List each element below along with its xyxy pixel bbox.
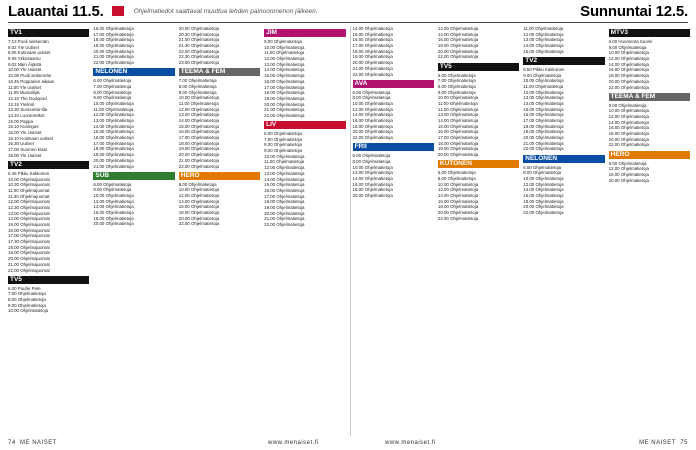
programme-entry: 18.00 Ohjelmatietoja <box>608 131 649 137</box>
programme-entry: 10.00 Yle Uutiset <box>8 67 42 73</box>
programme-entry: 18.00 Ohjelmatietoja <box>178 140 220 146</box>
programme-entry: 21.00 Ohjelmatietoja <box>93 163 134 169</box>
left-header <box>8 0 348 22</box>
programme-entry: 14.00 Ohjelmatietoja <box>523 43 564 49</box>
header-divider <box>8 22 688 23</box>
programme-entry: 15.00 Ohjelmatietoja <box>264 182 305 188</box>
programme-entry: 7.00 Ohjelmatietoja <box>178 78 217 84</box>
programme-entry: 11.00 Ohjelmatietoja <box>523 26 564 31</box>
programme-entry: 20.00 Ohjelmatietoja <box>264 101 305 107</box>
programme-entry: 6.50 Pikku Kakkonen <box>523 66 565 72</box>
programme-entry: 18.00 Ohjelmatietoja <box>264 199 305 205</box>
programme-entry: 20.00 Ohjelmatietoja <box>352 193 393 198</box>
programme-entry: 11.05 Muotoilijat <box>8 90 40 96</box>
listing-columns <box>8 26 690 436</box>
programme-entry: 13.00 Ohjelmajuomat <box>8 210 50 216</box>
programme-entry: 18.00 Ohjelmatietoja <box>352 48 393 54</box>
programme-entry: 6.00 Ohjelmatietoja <box>93 78 132 84</box>
programme-entry: 18.00 Ohjelmatietoja <box>523 198 564 204</box>
programme-entry: 17.00 Ohjelmatietoja <box>437 135 479 141</box>
programme-entry: 19.00 Ohjelmatietoja <box>93 152 134 158</box>
programme-entry: 16.00 Ohjelmatietoja <box>608 125 649 131</box>
programme-entry: 8.00 Ohjelmatietoja <box>352 95 391 101</box>
channel-header: TV1 <box>8 29 89 37</box>
channel-header: HERO <box>179 172 260 180</box>
programme-entry: 18.00 Ohjelmatietoja <box>352 123 393 129</box>
programme-entry: 12.00 Ohjelmatietoja <box>264 165 305 171</box>
programme-entry: 12.00 Ohjelmatietoja <box>523 31 564 37</box>
programme-entry: 8.00 Ohjelmatietoja <box>437 175 476 181</box>
programme-entry: 10.05 Puoli seitsemän <box>8 73 52 79</box>
programme-entry: 21.00 Ohjelmatietoja <box>352 65 393 71</box>
listing-column <box>8 26 89 436</box>
programme-entry: 6.00 Ohjelmatietoja <box>93 181 132 187</box>
programme-entry: 13.00 Ohjelmatietoja <box>178 112 220 118</box>
programme-entry: 9.00 Ohjelmatietoja <box>93 95 132 101</box>
programme-entry: 10.00 Ohjelmatietoja <box>352 164 393 170</box>
programme-entry: 9.02 Näin Äijästä <box>8 61 42 67</box>
programme-entry: 20.00 Ohjelmatietoja <box>352 60 393 66</box>
programme-entry: 10.00 Ohjelmatietoja <box>523 78 564 84</box>
programme-entry: 11.00 Ohjelmatietoja <box>264 159 305 165</box>
programme-entry: 16.00 Ohjelmatietoja <box>437 198 479 204</box>
programme-entry: 18.00 Ohjelmatietoja <box>264 90 305 96</box>
programme-entry: 8.00 Ohjelmatietoja <box>608 102 647 108</box>
channel-header: JIM <box>264 29 345 37</box>
left-page-number: 74 <box>8 440 16 446</box>
channel-header: SUB <box>93 172 174 180</box>
programme-entry: 21.00 Ohjelmatietoja <box>264 107 305 113</box>
programme-entry: 9.00 Ohjelmatietoja <box>523 72 562 78</box>
programme-entry: 10.00 Ohjelmatietoja <box>437 95 479 101</box>
programme-entry: 6.00 Ohjelmatietoja <box>352 153 391 159</box>
programme-entry: 22.00 Ohjelmatietoja <box>608 142 649 148</box>
programme-entry: 14.00 Ohjelmatietoja <box>264 67 305 73</box>
programme-entry: 12.00 Ohjelmatietoja <box>608 56 649 62</box>
programme-entry: 22.00 Ohjelmatietoja <box>437 215 479 221</box>
right-header <box>352 0 688 22</box>
programme-entry: 22.00 Ohjelmatietoja <box>352 135 393 141</box>
programme-entry: 16.00 Ohjelmatietoja <box>437 129 479 135</box>
programme-entry: 10.00 Ohjelmatietoja <box>8 308 49 314</box>
programme-entry: 8.00 Ohjelmatietoja <box>178 83 217 89</box>
programme-entry: 17.00 Ohjelmatietoja <box>93 31 134 37</box>
right-day-title: Sunnuntai 12.5. <box>580 2 688 20</box>
programme-entry: 11.00 Ohjelmatietoja <box>437 100 478 106</box>
programme-entry: 21.00 Ohjelmatietoja <box>523 140 564 146</box>
programme-entry: 20.00 Ohjelmatietoja <box>178 26 220 31</box>
listing-column <box>438 26 519 436</box>
programme-entry: 17.00 Ohjelmatietoja <box>93 140 134 146</box>
channel-header: HERO <box>609 151 690 159</box>
programme-entry: 22.00 Ohjelmatietoja <box>608 84 649 90</box>
programme-entry: 8.00 Ohjelmatietoja <box>93 89 132 95</box>
programme-entry: 11.00 Ohjelmajuomat <box>8 187 50 193</box>
programme-entry: 22.30 Ohjelmatietoja <box>178 54 220 60</box>
programme-entry: 18.00 Ohjelmajuomat <box>8 244 50 250</box>
disclaimer-text: Ohjelmatiedot saattavat muuttua lehden painoonmenon jälkeen. <box>133 7 318 15</box>
channel-header: FRII <box>353 143 434 151</box>
channel-header: MTV3 <box>609 29 690 37</box>
programme-entry: 14.00 Ohjelmatietoja <box>93 204 134 210</box>
programme-entry: 19.00 Ohjelmatietoja <box>264 95 305 101</box>
programme-entry: 22.00 Ohjelmatietoja <box>523 210 564 216</box>
programme-entry: 6.00 Huomenta Suomi <box>608 39 653 44</box>
programme-entry: 20.00 Ohjelmatietoja <box>608 78 649 84</box>
channel-header: TV5 <box>438 63 519 71</box>
programme-entry: 16.00 Ohjelmatietoja <box>352 181 393 187</box>
programme-entry: 8.00 Ohjelmatietoja <box>608 160 647 166</box>
programme-entry: 10.30 Ohjelmajuomat <box>8 182 50 188</box>
programme-entry: 14.00 Ohjelmatietoja <box>523 100 564 106</box>
programme-entry: 21.00 Ohjelmatietoja <box>93 54 134 60</box>
programme-entry: 20.00 Ohjelmatietoja <box>437 210 479 216</box>
programme-entry: 19.00 Ohjelmatietoja <box>178 146 220 152</box>
programme-entry: 21.00 Ohjelmatietoja <box>178 157 220 163</box>
programme-entry: 23.00 Ohjelmatietoja <box>178 60 220 66</box>
programme-entry: 17.00 Ohjelmajuomat <box>8 233 50 239</box>
programme-entry: 8.00 Ohjelmatietoja <box>264 142 302 148</box>
programme-entry: 14.00 Ohjelmatietoja <box>264 176 305 182</box>
programme-entry: 19.00 Ohjelmajuomat <box>8 250 50 256</box>
programme-entry: 19.00 Ohjelmatietoja <box>437 146 479 152</box>
programme-entry: 22.00 Ohjelmatietoja <box>437 54 479 60</box>
programme-entry: 7.00 Ohjelmatietoja <box>93 83 132 89</box>
programme-entry: 11.00 Ohjelmatietoja <box>93 106 134 112</box>
listing-column <box>523 26 604 436</box>
programme-entry: 6.00 Puuhe Pete <box>8 285 41 291</box>
programme-entry: 7.00 Ohjelmatietoja <box>264 136 302 142</box>
channel-header: TEEMA & FEM <box>609 93 690 101</box>
programme-entry: 13.00 Ohjelmatietoja <box>264 61 305 67</box>
channel-header: AVA <box>353 80 434 88</box>
programme-entry: 10.00 Ohjelmatietoja <box>93 100 134 106</box>
programme-entry: 18.00 Ohjelmatietoja <box>608 73 649 79</box>
programme-entry: 14.00 Ohjelmatietoja <box>93 123 134 129</box>
programme-entry: 14.00 Ohjelmatietoja <box>178 118 220 124</box>
programme-entry: 18.00 Ohjelmatietoja <box>93 37 134 43</box>
programme-entry: 20.00 Ohjelmatietoja <box>93 221 134 227</box>
programme-entry: 12.00 Ohjelmatietoja <box>523 181 564 187</box>
programme-entry: 10.00 Ohjelmatietoja <box>264 153 305 159</box>
programme-entry: 8.00 Ohjelmatietoja <box>352 158 391 164</box>
programme-entry: 12.00 Ohjelmatietoja <box>178 106 220 112</box>
programme-entry: 19.00 Ohjelmatietoja <box>93 43 134 49</box>
channel-header: NELONEN <box>93 68 174 76</box>
programme-entry: 12.30 Sunnuntai-Ilta <box>8 107 48 113</box>
programme-entry: 20.00 Ohjelmajuomat <box>8 256 50 262</box>
programme-entry: 16.00 Ohjelmatietoja <box>178 129 220 135</box>
programme-entry: 6.00 Ohjelmatietoja <box>523 164 562 170</box>
programme-entry: 10.00 Ohjelmatietoja <box>178 187 220 193</box>
programme-entry: 16.00 Ohjelmatietoja <box>523 112 564 118</box>
programme-entry: 16.30 Uutiset <box>8 141 34 147</box>
programme-entry: 12.00 Ohjelmatietoja <box>608 113 649 119</box>
programme-entry: 17.00 Ohjelmatietoja <box>523 118 564 124</box>
programme-entry: 12.00 Ohjelmatietoja <box>93 112 134 118</box>
programme-entry: 8.00 Ohjelmatietoja <box>93 187 132 193</box>
programme-entry: 10.00 Ohjelmatietoja <box>264 44 305 50</box>
programme-entry: 20.00 Ohjelmatietoja <box>608 177 649 183</box>
channel-header: LIV <box>264 121 345 129</box>
programme-entry: 20.00 Ohjelmatietoja <box>523 204 564 210</box>
channel-header: TV5 <box>8 276 89 284</box>
programme-entry: 22.00 Ohjelmatietoja <box>352 71 393 77</box>
programme-entry: 12.00 Ohjelmatietoja <box>352 170 393 176</box>
programme-entry: 11.00 Ohjelmatietoja <box>178 100 219 106</box>
programme-entry: 18.00 Ohjelmatietoja <box>352 187 393 193</box>
programme-entry: 14.00 Ohjelmatietoja <box>437 31 479 37</box>
programme-entry: 22.00 Ohjelmatietoja <box>178 48 220 54</box>
programme-entry: 17.00 Ohjelmatietoja <box>264 84 305 90</box>
programme-entry: 15.00 Ohjelmatietoja <box>178 123 220 129</box>
channel-header: NELONEN <box>523 155 604 163</box>
programme-entry: 8.05 Kotimaan uutiset <box>8 50 51 56</box>
programme-entry: 20.00 Ohjelmatietoja <box>178 215 220 221</box>
programme-entry: 20.00 Ohjelmatietoja <box>264 210 305 216</box>
programme-entry: 12.00 Ohjelmatietoja <box>437 26 479 31</box>
programme-entry: 15.00 Pappa <box>8 118 33 124</box>
programme-entry: 8.00 Ohjelmatietoja <box>178 181 217 187</box>
programme-entry: 12.00 Ohjelmatietoja <box>523 89 564 95</box>
programme-entry: 22.00 Ohjelmatietoja <box>178 163 220 169</box>
programme-entry: 21.00 Ohjelmajuomat <box>8 261 50 267</box>
programme-entry: 8.00 Ohjelmatietoja <box>8 297 46 302</box>
programme-entry: 22.00 Ohjelmajuomat <box>8 267 50 273</box>
programme-entry: 12.00 Ohjelmatietoja <box>264 56 305 62</box>
programme-entry: 16.00 Ohjelmatietoja <box>93 26 134 31</box>
programme-entry: 19.00 Ohjelmatietoja <box>352 54 393 60</box>
programme-entry: 18.00 Ohjelmatietoja <box>178 210 220 216</box>
programme-entry: 14.00 Ohjelmatietoja <box>352 112 393 118</box>
programme-entry: 9.00 Ohjelmatietoja <box>178 89 217 95</box>
programme-entry: 13.00 Ohjelmatietoja <box>93 118 134 124</box>
programme-entry: 8.00 Ohjelmatietoja <box>608 44 647 50</box>
programme-entry: 20.00 Ohjelmatietoja <box>608 136 649 142</box>
programme-entry: 11.30 Ohjelmajuomat <box>8 193 50 199</box>
programme-entry: 21.00 Ohjelmatietoja <box>264 216 305 222</box>
programme-entry: 15.00 Ohjelmatietoja <box>523 106 564 112</box>
programme-entry: 10.45 Popparien aikaan <box>8 78 55 84</box>
programme-entry: 18.00 Ohjelmatietoja <box>437 140 479 146</box>
programme-entry: 10.00 Ohjelmatietoja <box>93 193 134 198</box>
programme-entry: 16.00 Ohjelmajuomat <box>8 227 50 233</box>
programme-entry: 16.00 Ohjelmatietoja <box>608 171 649 177</box>
listing-column <box>264 26 345 436</box>
programme-entry: 16.00 Yle Uutiset <box>8 130 42 135</box>
programme-entry: 20.00 Ohjelmatietoja <box>352 129 393 135</box>
programme-entry: 12.00 Ohjelmatietoja <box>93 198 134 204</box>
footer-url-left: www.menaiset.fi <box>268 440 319 446</box>
programme-entry: 19.00 Ohjelmatietoja <box>264 204 305 210</box>
programme-entry: 15.00 Ohjelmatietoja <box>264 73 305 79</box>
programme-entry: 10.00 Ohjelmatietoja <box>608 50 649 56</box>
programme-entry: 8.02 Yle Uutiset <box>8 44 39 50</box>
right-magazine-name: ME NAISET <box>639 440 676 446</box>
programme-entry: 17.00 Ohjelmatietoja <box>264 193 305 199</box>
programme-entry: 15.00 Ohjelmatietoja <box>437 123 479 129</box>
programme-entry: 18.00 Ohjelmatietoja <box>437 204 479 210</box>
programme-entry: 12.00 Ohjelmatietoja <box>352 106 393 112</box>
programme-entry: 6.45 Pikku Kakkonen <box>8 170 50 176</box>
programme-entry: 12.00 Ohjelmatietoja <box>437 106 479 112</box>
programme-entry: 7.00 Ohjelmatietoja <box>437 78 476 84</box>
programme-entry: 14.00 Ohjelmatietoja <box>352 26 393 31</box>
programme-entry: 11.00 Ohjelmatietoja <box>264 50 305 56</box>
programme-entry: 20.00 Ohjelmatietoja <box>178 152 220 158</box>
programme-entry: 17.00 Ohjelmatietoja <box>178 135 220 141</box>
programme-entry: 16.00 Ohjelmatietoja <box>352 118 393 124</box>
footer-url-right: www.menaiset.fi <box>385 440 436 446</box>
programme-entry: 17.00 Ohjelmatietoja <box>352 43 393 49</box>
programme-entry: 6.00 Ohjelmatietoja <box>437 72 476 78</box>
programme-entry: 10.00 Ohjelmajuomat <box>8 176 50 182</box>
programme-entry: 12.30 Ohjelmajuomat <box>8 204 50 210</box>
programme-entry: 16.00 Ohjelmatietoja <box>608 67 649 73</box>
programme-entry: 14.10 Luontoretket <box>8 112 45 118</box>
left-day-title: Lauantai 11.5. <box>8 2 104 20</box>
right-page-number: 75 <box>680 440 688 446</box>
programme-entry: 18.00 Ohjelmatietoja <box>93 215 134 221</box>
programme-entry: 19.00 Ohjelmatietoja <box>523 129 564 135</box>
programme-entry: 15.00 Ohjelmatietoja <box>523 48 564 54</box>
programme-entry: 14.00 Ohjelmatietoja <box>523 187 564 193</box>
programme-entry: 9.00 Ohjelmatietoja <box>264 148 302 154</box>
listing-column <box>179 26 260 436</box>
programme-entry: 12.00 Ohjelmajuomat <box>8 199 50 205</box>
programme-entry: 18.00 Ohjelmatietoja <box>437 43 479 49</box>
programme-entry: 13.00 Ohjelmatietoja <box>437 112 479 118</box>
programme-entry: 16.00 Ohjelmatietoja <box>352 37 393 43</box>
programme-entry: 14.00 Ohjelmatietoja <box>178 198 220 204</box>
programme-entry: 6.00 Ohjelmatietoja <box>264 131 302 137</box>
channel-header: TV2 <box>523 57 604 65</box>
programme-entry: 6.00 Ohjelmatietoja <box>437 170 476 176</box>
programme-entry: 11.00 Yle Uutiset <box>8 84 42 90</box>
programme-entry: 8.05 Ykkösaamu <box>8 56 41 62</box>
programme-entry: 16.00 Ohjelmatietoja <box>93 210 134 216</box>
programme-entry: 22.00 Ohjelmatietoja <box>178 221 220 227</box>
footer-right <box>639 440 688 446</box>
programme-entry: 16.00 Ohjelmatietoja <box>264 187 305 193</box>
programme-entry: 12.10 The Dodopod <box>8 95 47 101</box>
programme-entry: 12.00 Ohjelmatietoja <box>608 166 649 172</box>
listing-column <box>350 26 434 436</box>
programme-entry: 15.10 Kuningas <box>8 124 39 130</box>
programme-entry: 14.00 Ohjelmatietoja <box>352 175 393 181</box>
programme-entry: 20.00 Ohjelmatietoja <box>523 135 564 141</box>
programme-entry: 14.00 Ohjelmajuomat <box>8 216 50 222</box>
programme-entry: 14.00 Ohjelmatietoja <box>437 118 479 124</box>
programme-entry: 16.00 Ohjelmatietoja <box>437 37 479 43</box>
channel-header: TV2 <box>8 161 89 169</box>
programme-entry: 16.00 Ohjelmatietoja <box>523 193 564 198</box>
programme-entry: 21.00 Ohjelmatietoja <box>178 37 220 43</box>
programme-entry: 14.00 Ohjelmatietoja <box>608 61 649 67</box>
programme-entry: 12.00 Ohjelmatietoja <box>178 193 220 198</box>
programme-entry: 9.00 Ohjelmatietoja <box>264 39 302 44</box>
programme-entry: 22.00 Ohjelmatietoja <box>264 222 305 228</box>
programme-entry: 20.00 Ohjelmatietoja <box>93 48 134 54</box>
programme-entry: 20.30 Ohjelmatietoja <box>178 31 220 37</box>
programme-entry: 14.00 Ohjelmatietoja <box>437 193 479 198</box>
programme-entry: 18.00 Ohjelmatietoja <box>93 146 134 152</box>
programme-entry: 13.00 Ohjelmatietoja <box>523 37 564 43</box>
programme-entry: 12.15 Ylelimit <box>8 101 35 107</box>
left-magazine-name: ME NAISET <box>20 440 57 446</box>
programme-entry: 16.10 Kotimaan uutiset <box>8 135 53 141</box>
channel-header: TEEMA & FEM <box>179 68 260 76</box>
programme-entry: 20.00 Ohjelmatietoja <box>93 157 134 163</box>
programme-entry: 20.00 Ohjelmatietoja <box>437 152 479 158</box>
programme-entry: 22.00 Ohjelmatietoja <box>523 146 564 152</box>
programme-entry: 22.00 Ohjelmatietoja <box>93 60 134 66</box>
programme-entry: 8.00 Ohjelmatietoja <box>523 170 562 176</box>
channel-header: KUTONEN <box>438 160 519 168</box>
programme-entry: 10.00 Ohjelmatietoja <box>437 181 479 187</box>
programme-entry: 7.00 Ohjelmatietoja <box>8 291 46 297</box>
programme-entry: 21.30 Ohjelmatietoja <box>178 43 220 49</box>
programme-entry: 9.00 Ohjelmatietoja <box>437 89 476 95</box>
programme-entry: 20.00 Ohjelmatietoja <box>437 48 479 54</box>
programme-entry: 10.00 Ohjelmatietoja <box>523 175 564 181</box>
programme-entry: 22.00 Ohjelmatietoja <box>264 112 305 118</box>
programme-entry: 16.00 Ohjelmatietoja <box>93 135 134 141</box>
programme-entry: 12.00 Ohjelmatietoja <box>437 187 479 193</box>
programme-entry: 16.00 Ohjelmatietoja <box>264 78 305 84</box>
programme-entry: 10.00 Ohjelmatietoja <box>352 100 393 106</box>
brand-badge-icon <box>112 6 124 16</box>
programme-entry: 13.00 Ohjelmatietoja <box>264 170 305 176</box>
programme-entry: 15.00 Ohjelmatietoja <box>352 31 393 37</box>
programme-entry: 14.00 Ohjelmatietoja <box>608 119 649 125</box>
programme-entry: 10.00 Ohjelmatietoja <box>608 108 649 114</box>
programme-entry: 9.00 Ohjelmatietoja <box>8 302 46 308</box>
programme-entry: 16.00 Ohjelmatietoja <box>178 204 220 210</box>
programme-entry: 18.00 Yle Uutiset <box>8 152 42 158</box>
programme-entry: 18.00 Ohjelmatietoja <box>523 123 564 129</box>
programme-entry: 10.00 Ohjelmatietoja <box>178 95 220 101</box>
listing-column <box>93 26 174 436</box>
programme-entry: 7.13 Puoli seitsemän <box>8 39 49 44</box>
programme-entry: 15.00 Ohjelmatietoja <box>93 129 134 135</box>
programme-entry: 15.00 Ohjelmajuomat <box>8 222 50 228</box>
programme-entry: 11.00 Ohjelmatietoja <box>523 83 564 89</box>
programme-entry: 17.00 Suomen kisat <box>8 147 47 153</box>
programme-entry: 17.30 Ohjelmajuomat <box>8 239 50 245</box>
footer-left <box>8 440 57 446</box>
listing-column <box>609 26 690 436</box>
programme-entry: 13.00 Ohjelmatietoja <box>523 95 564 101</box>
programme-entry: 8.00 Ohjelmatietoja <box>437 83 476 89</box>
programme-entry: 6.00 Ohjelmatietoja <box>352 89 391 95</box>
